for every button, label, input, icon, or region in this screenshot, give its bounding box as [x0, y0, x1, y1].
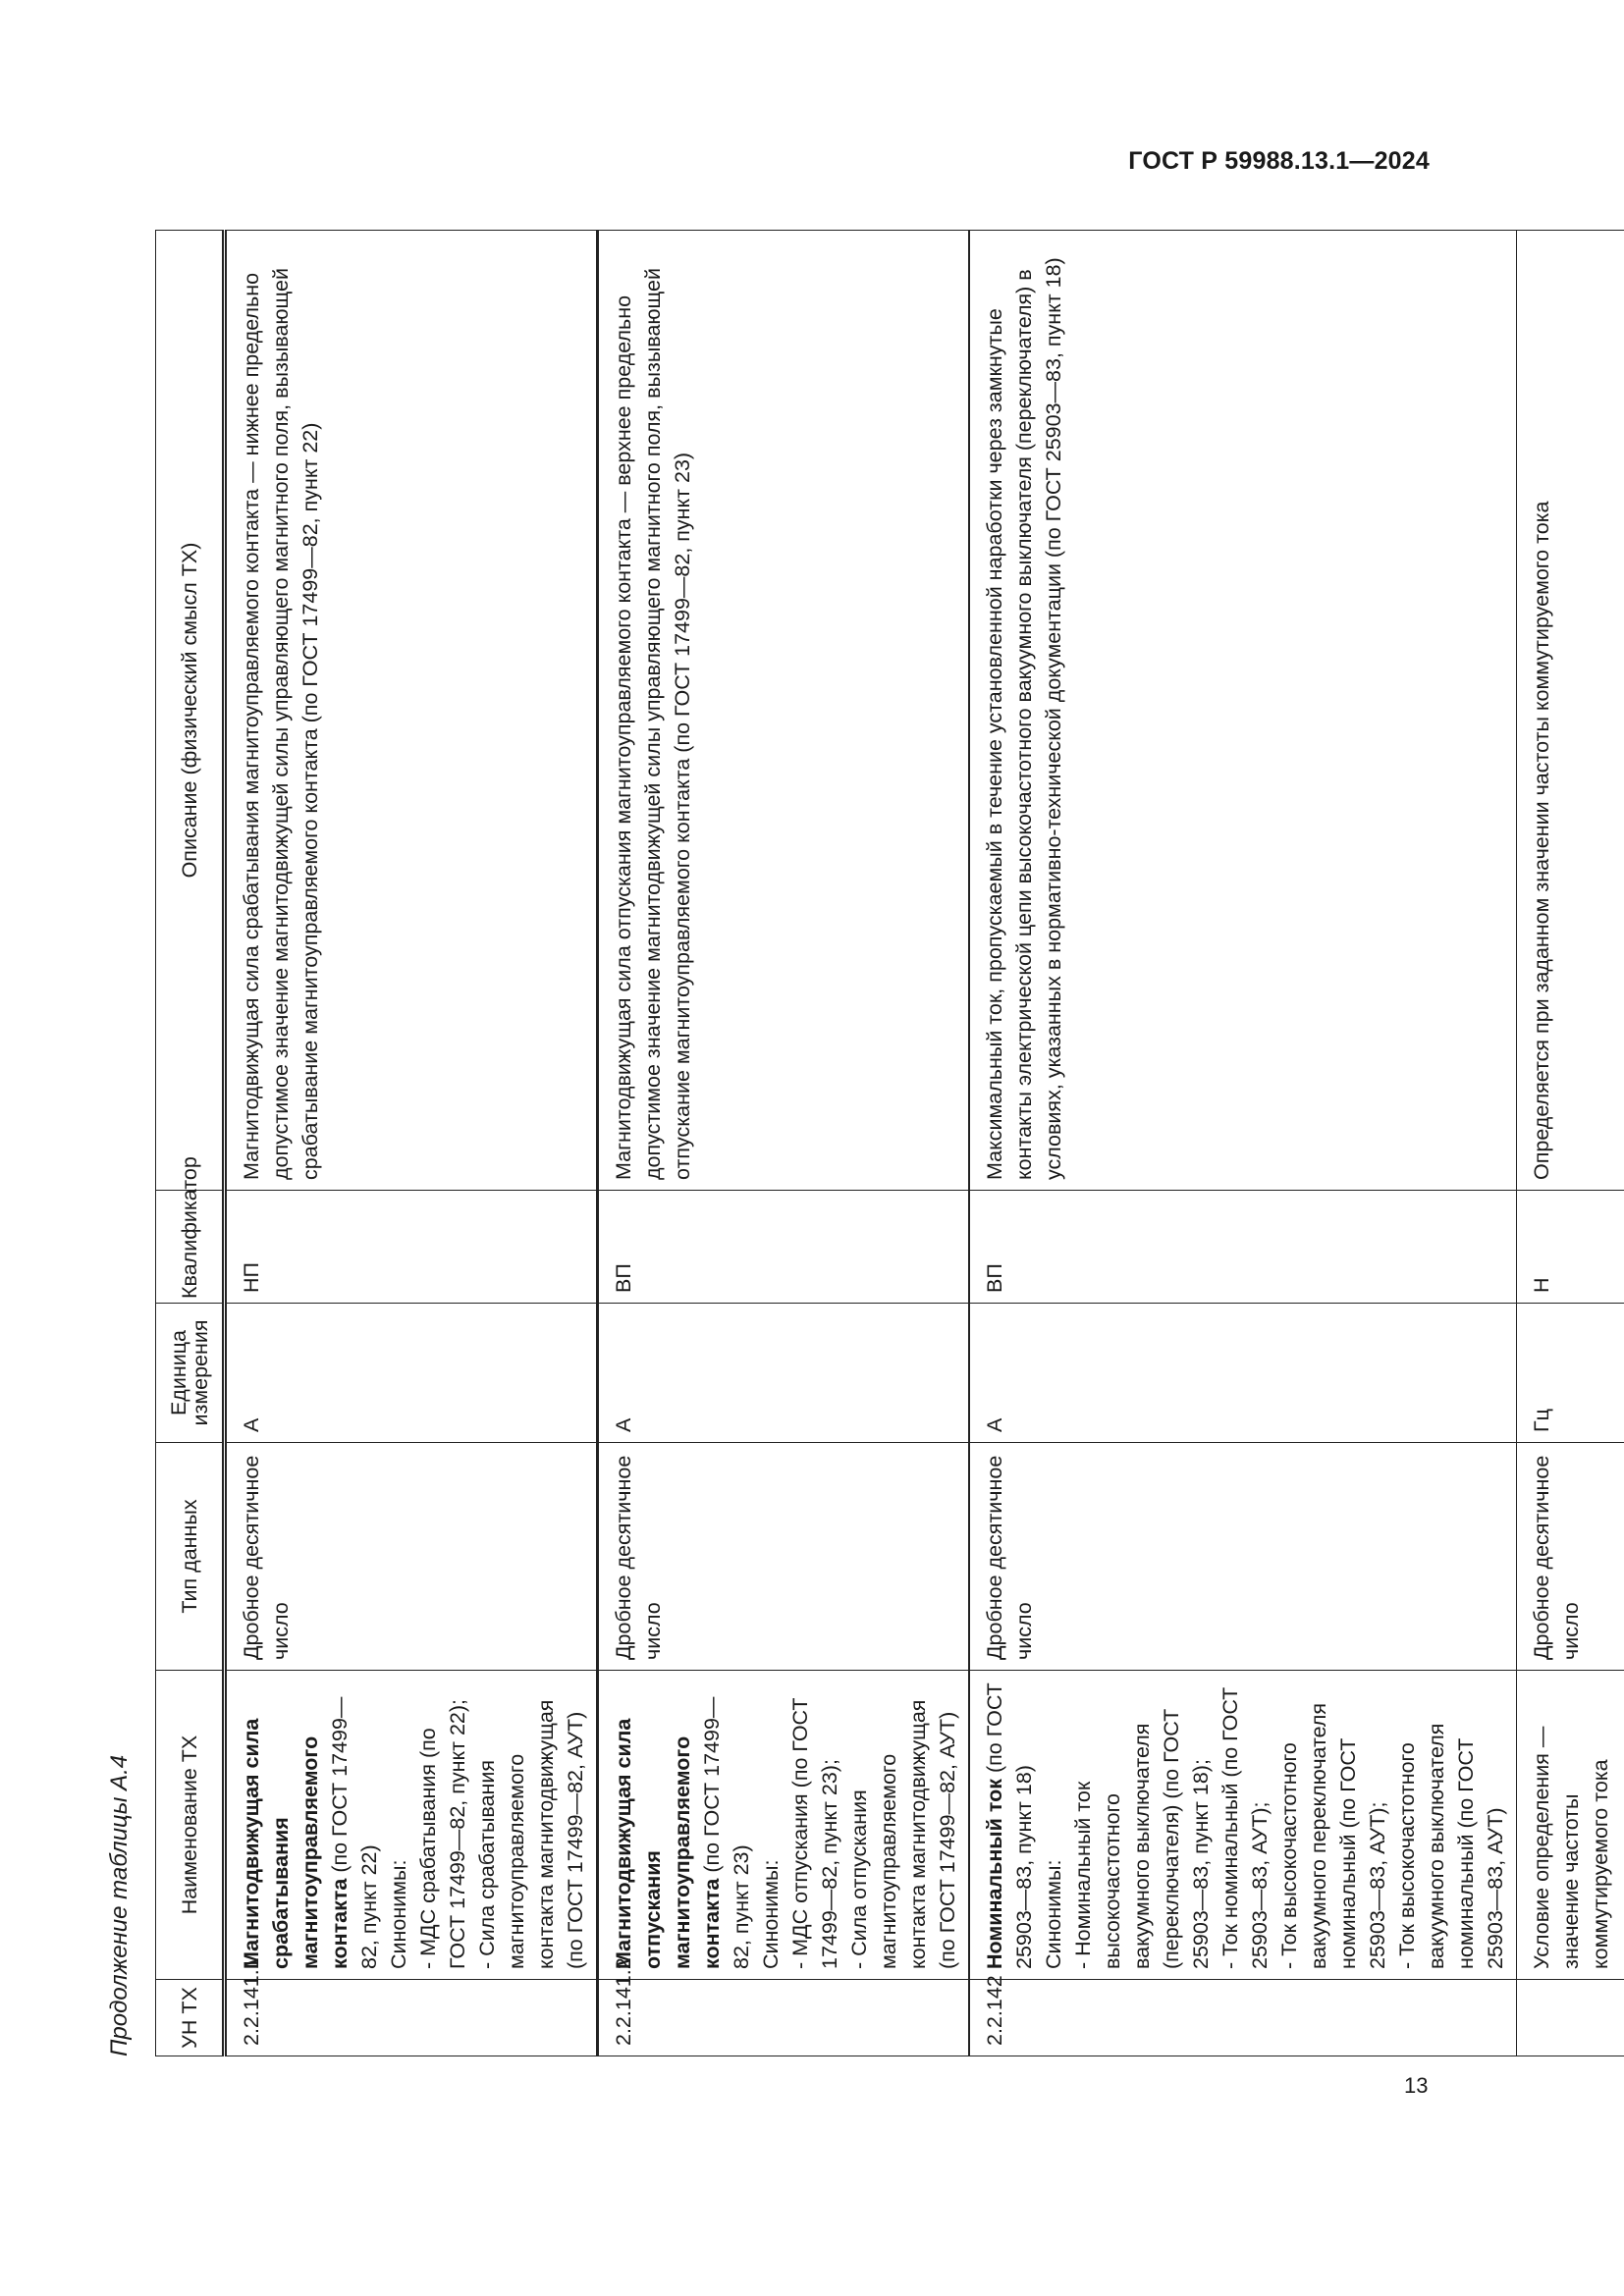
table-caption: Продолжение таблицы А.4 [106, 1754, 133, 2056]
cell-type: Дробное десятичное число [598, 1443, 970, 1671]
cell-description: Магнитодвижущая сила отпускания магнитоуправляемого контакта — верхнее предельно допустимое значение магнитодвижущей силы управляющего магнитного поля, вызывающей отпускание магнитоуправляемого контакта (по ГОСТ 17499—82, пункт 23) [598, 231, 970, 1191]
cell-unit: А [969, 1304, 1517, 1443]
cell-type: Дробное десятичное число [1517, 1443, 1624, 1671]
table-row [225, 231, 598, 2056]
cell-code: 2.2.142 [969, 1980, 1517, 2056]
cell-code [1517, 1980, 1624, 2056]
cell-qualifier: Н [1517, 1191, 1624, 1304]
synonym-item: - Ток высокочастотного вакуумного выключателя номинальный (по ГОСТ 25903—83, АУТ) [1395, 1723, 1507, 1969]
column-header-description: Описание (физический смысл ТХ) [156, 231, 225, 1191]
table-row [598, 231, 970, 2056]
synonym-item: - Ток высокочастотного вакуумного переключателя номинальный (по ГОСТ 25903—83, АУТ); [1277, 1702, 1389, 1969]
column-header-type: Тип данных [156, 1443, 225, 1671]
term-name: Магнитодвижущая сила срабатывания магнитоуправляемого контакта [240, 1718, 352, 1969]
term-name: Номинальный ток [983, 1779, 1006, 1969]
synonym-item: - Сила отпускания магнитоуправляемого контакта магнитодвижущая (по ГОСТ 17499—82, АУТ) [847, 1699, 959, 1969]
synonyms-label: Синонимы: [759, 1859, 783, 1969]
cell-name [969, 1671, 1517, 1980]
cell-code: 2.2.141.1 [225, 1980, 598, 2056]
page-number: 13 [1404, 2073, 1429, 2098]
rotated-table-container [155, 231, 1612, 2056]
synonym-item: - Номинальный ток высокочастотного вакуумного выключателя (переключателя) (по ГОСТ 25903—83, пункт 18); [1071, 1708, 1213, 1969]
cell-qualifier: ВП [969, 1191, 1517, 1304]
cell-description: Максимальный ток, пропускаемый в течение установленной наработки через замкнутые контакты электрической цепи высокочастотного вакуумного выключателя (переключателя) в условиях, указанных в нормативно-технической документации (по ГОСТ 25903—83, пункт 18) [969, 231, 1517, 1191]
cell-code: 2.2.141.2 [598, 1980, 970, 2056]
cell-name [225, 1671, 598, 1980]
synonym-item: - Сила срабатывания магнитоуправляемого контакта магнитодвижущая (по ГОСТ 17499—82, АУТ) [475, 1699, 587, 1969]
cell-description: Определяется при заданном значении частоты коммутируемого тока [1517, 231, 1624, 1191]
synonyms-label: Синонимы: [1042, 1859, 1065, 1969]
column-header-qualifier: Квалификатор [156, 1191, 225, 1304]
cell-name: Условие определения — значение частоты коммутируемого тока [1517, 1671, 1624, 1980]
cell-unit: А [225, 1304, 598, 1443]
term-reference: (по ГОСТ 25903—83, пункт 18) [983, 1682, 1036, 1969]
column-header-unit: Единица измерения [156, 1304, 225, 1443]
cell-type: Дробное десятичное число [225, 1443, 598, 1671]
column-header-code: УН ТХ [156, 1980, 225, 2056]
characteristics-table [155, 230, 1624, 2056]
cell-qualifier: ВП [598, 1191, 970, 1304]
document-header: ГОСТ Р 59988.13.1—2024 [1128, 147, 1430, 175]
term-reference: (по ГОСТ 17499—82, пункт 23) [700, 1696, 753, 1969]
synonyms-label: Синонимы: [387, 1859, 410, 1969]
cell-qualifier: НП [225, 1191, 598, 1304]
cell-name [598, 1671, 970, 1980]
cell-type: Дробное десятичное число [969, 1443, 1517, 1671]
column-header-name: Наименование ТХ [156, 1671, 225, 1980]
synonym-item: - МДС срабатывания (по ГОСТ 17499—82, пункт 22); [416, 1698, 469, 1969]
synonym-item: - Ток номинальный (по ГОСТ 25903—83, АУТ); [1218, 1686, 1272, 1969]
table-row [969, 231, 1517, 2056]
term-reference: (по ГОСТ 17499—82, пункт 22) [328, 1696, 381, 1969]
table-row [1517, 231, 1624, 2056]
cell-unit: Гц [1517, 1304, 1624, 1443]
synonym-item: - МДС отпускания (по ГОСТ 17499—82, пункт 23); [788, 1697, 841, 1969]
cell-unit: А [598, 1304, 970, 1443]
term-name: Магнитодвижущая сила отпускания магнитоуправляемого контакта [612, 1718, 724, 1969]
table-header-row [156, 231, 225, 2056]
cell-description: Магнитодвижущая сила срабатывания магнитоуправляемого контакта — нижнее предельно допустимое значение магнитодвижущей силы управляющего магнитного поля, вызывающей срабатывание магнитоуправляемого контакта (по ГОСТ 17499—82, пункт 22) [225, 231, 598, 1191]
